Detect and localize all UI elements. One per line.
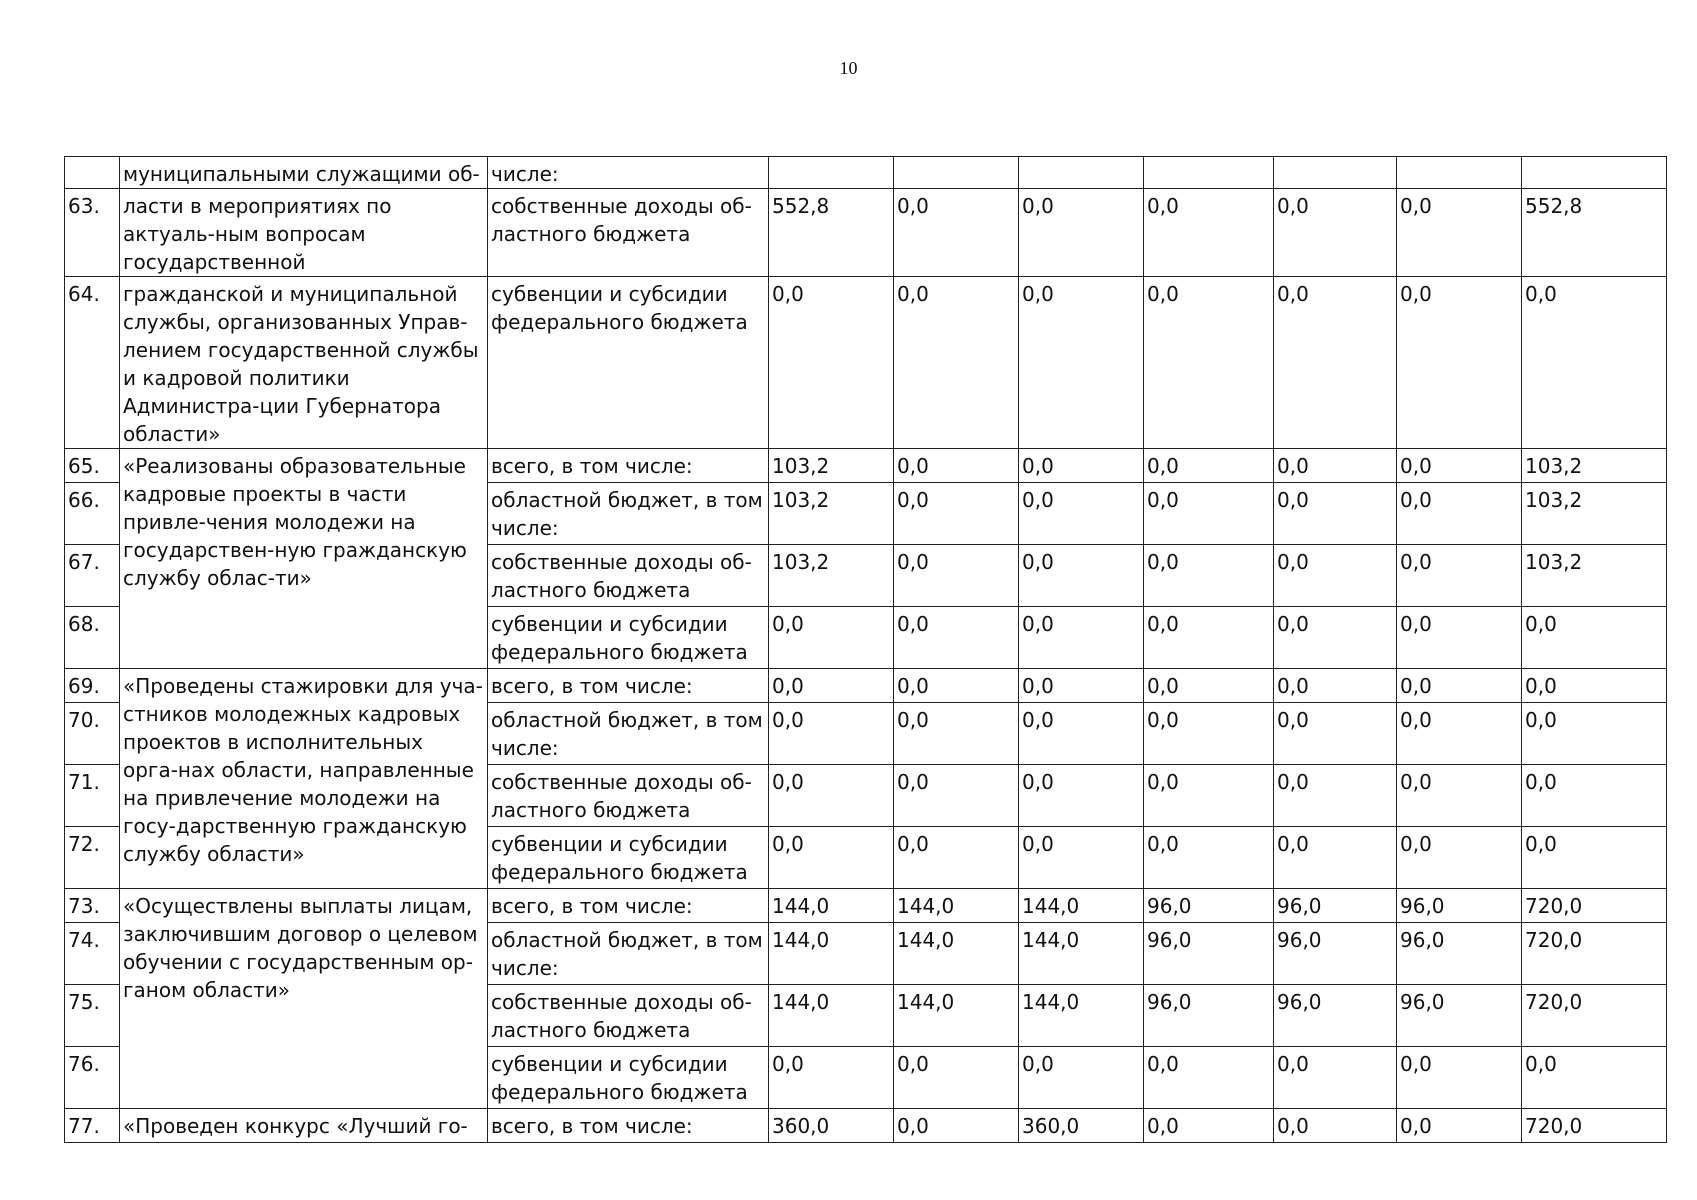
value-cell: 0,0 [1274, 607, 1397, 669]
value-cell: 0,0 [1274, 1109, 1397, 1143]
value-cell: 0,0 [1019, 545, 1144, 607]
value-cell: 0,0 [1144, 545, 1274, 607]
value-cell: 720,0 [1522, 923, 1667, 985]
value-cell: 720,0 [1522, 985, 1667, 1047]
funding-source: собственные доходы об-ластного бюджета [488, 189, 769, 277]
value-cell: 360,0 [769, 1109, 894, 1143]
value-cell: 0,0 [1019, 483, 1144, 545]
value-cell: 0,0 [1522, 607, 1667, 669]
value-cell: 0,0 [1274, 483, 1397, 545]
value-cell: 0,0 [1144, 189, 1274, 277]
funding-source: собственные доходы об-ластного бюджета [488, 985, 769, 1047]
value-cell: 144,0 [769, 923, 894, 985]
value-cell: 0,0 [1397, 703, 1522, 765]
value-cell: 0,0 [894, 545, 1019, 607]
value-cell: 0,0 [1019, 827, 1144, 889]
event-description: «Проведен конкурс «Лучший го- [120, 1109, 488, 1143]
value-cell: 0,0 [1144, 827, 1274, 889]
value-cell: 96,0 [1397, 985, 1522, 1047]
value-cell: 0,0 [1274, 189, 1397, 277]
value-cell: 0,0 [1019, 189, 1144, 277]
value-cell: 103,2 [769, 483, 894, 545]
value-cell: 0,0 [1144, 607, 1274, 669]
value-cell: 0,0 [769, 765, 894, 827]
value-cell [1274, 157, 1397, 189]
value-cell [1397, 157, 1522, 189]
value-cell: 96,0 [1397, 889, 1522, 923]
funding-source: собственные доходы об-ластного бюджета [488, 545, 769, 607]
event-description: гражданской и муниципальной службы, организованных Управ-лением государственной службы и кадровой политики Администра-ции Губернатора области» [120, 277, 488, 449]
value-cell: 0,0 [1144, 483, 1274, 545]
value-cell: 0,0 [1019, 607, 1144, 669]
value-cell: 720,0 [1522, 1109, 1667, 1143]
funding-source: субвенции и субсидии федерального бюджета [488, 277, 769, 449]
value-cell: 0,0 [1274, 1047, 1397, 1109]
value-cell: 552,8 [769, 189, 894, 277]
value-cell: 0,0 [1144, 449, 1274, 483]
table-row [65, 449, 1667, 483]
value-cell: 0,0 [1144, 1109, 1274, 1143]
value-cell: 144,0 [1019, 923, 1144, 985]
value-cell: 0,0 [1144, 669, 1274, 703]
value-cell: 0,0 [1397, 827, 1522, 889]
value-cell: 144,0 [1019, 985, 1144, 1047]
row-number: 71. [65, 765, 120, 827]
value-cell [1144, 157, 1274, 189]
value-cell: 96,0 [1274, 923, 1397, 985]
value-cell: 0,0 [894, 1047, 1019, 1109]
value-cell: 0,0 [1397, 1047, 1522, 1109]
value-cell: 0,0 [894, 607, 1019, 669]
funding-source: субвенции и субсидии федерального бюджета [488, 827, 769, 889]
row-number: 72. [65, 827, 120, 889]
value-cell: 0,0 [1397, 483, 1522, 545]
value-cell: 0,0 [894, 703, 1019, 765]
value-cell: 0,0 [1274, 703, 1397, 765]
value-cell [1019, 157, 1144, 189]
value-cell [894, 157, 1019, 189]
value-cell: 96,0 [1274, 889, 1397, 923]
row-number [65, 157, 120, 189]
funding-source: всего, в том числе: [488, 449, 769, 483]
value-cell: 0,0 [894, 827, 1019, 889]
table-row [65, 157, 1667, 189]
value-cell [1522, 157, 1667, 189]
value-cell: 0,0 [1522, 765, 1667, 827]
funding-source: субвенции и субсидии федерального бюджета [488, 607, 769, 669]
value-cell: 0,0 [1144, 1047, 1274, 1109]
row-number: 76. [65, 1047, 120, 1109]
value-cell: 0,0 [1019, 1047, 1144, 1109]
value-cell: 0,0 [769, 277, 894, 449]
value-cell: 0,0 [1397, 765, 1522, 827]
funding-source: всего, в том числе: [488, 669, 769, 703]
value-cell: 0,0 [1144, 703, 1274, 765]
funding-source: областной бюджет, в том числе: [488, 923, 769, 985]
value-cell: 0,0 [1522, 1047, 1667, 1109]
value-cell: 144,0 [769, 889, 894, 923]
value-cell: 144,0 [894, 889, 1019, 923]
value-cell: 0,0 [894, 449, 1019, 483]
value-cell: 103,2 [769, 545, 894, 607]
row-number: 67. [65, 545, 120, 607]
value-cell: 0,0 [769, 607, 894, 669]
row-number: 69. [65, 669, 120, 703]
value-cell: 0,0 [1397, 545, 1522, 607]
table-row [65, 889, 1667, 923]
row-number: 73. [65, 889, 120, 923]
value-cell: 0,0 [894, 669, 1019, 703]
value-cell: 96,0 [1144, 889, 1274, 923]
value-cell: 0,0 [1144, 277, 1274, 449]
value-cell: 0,0 [1522, 669, 1667, 703]
event-description: «Реализованы образовательные кадровые проекты в части привле-чения молодежи на государствен-ную гражданскую службу облас-ти» [120, 449, 488, 669]
value-cell: 0,0 [769, 703, 894, 765]
table-row [65, 669, 1667, 703]
value-cell: 0,0 [894, 483, 1019, 545]
value-cell [769, 157, 894, 189]
value-cell: 0,0 [894, 189, 1019, 277]
table-row [65, 189, 1667, 277]
value-cell: 0,0 [1397, 1109, 1522, 1143]
funding-source: собственные доходы об-ластного бюджета [488, 765, 769, 827]
row-number: 66. [65, 483, 120, 545]
event-description: муниципальными служащими об- [120, 157, 488, 189]
table-row [65, 1109, 1667, 1143]
value-cell: 360,0 [1019, 1109, 1144, 1143]
value-cell: 0,0 [1397, 277, 1522, 449]
value-cell: 103,2 [1522, 545, 1667, 607]
value-cell: 0,0 [894, 277, 1019, 449]
event-description: ласти в мероприятиях по актуаль-ным вопросам государственной [120, 189, 488, 277]
value-cell: 0,0 [1019, 277, 1144, 449]
value-cell: 0,0 [769, 1047, 894, 1109]
value-cell: 0,0 [1019, 765, 1144, 827]
row-number: 68. [65, 607, 120, 669]
value-cell: 0,0 [1397, 607, 1522, 669]
value-cell: 96,0 [1144, 923, 1274, 985]
value-cell: 144,0 [769, 985, 894, 1047]
value-cell: 0,0 [1522, 703, 1667, 765]
value-cell: 0,0 [1522, 277, 1667, 449]
value-cell: 103,2 [769, 449, 894, 483]
value-cell: 0,0 [1274, 669, 1397, 703]
funding-source: числе: [488, 157, 769, 189]
value-cell: 96,0 [1397, 923, 1522, 985]
value-cell: 0,0 [769, 669, 894, 703]
value-cell: 0,0 [1144, 765, 1274, 827]
value-cell: 0,0 [1019, 449, 1144, 483]
row-number: 65. [65, 449, 120, 483]
value-cell: 0,0 [1274, 827, 1397, 889]
value-cell: 0,0 [894, 765, 1019, 827]
value-cell: 0,0 [1522, 827, 1667, 889]
value-cell: 0,0 [1274, 277, 1397, 449]
value-cell: 103,2 [1522, 449, 1667, 483]
value-cell: 0,0 [894, 1109, 1019, 1143]
value-cell: 0,0 [1397, 449, 1522, 483]
value-cell: 103,2 [1522, 483, 1667, 545]
value-cell: 0,0 [1397, 189, 1522, 277]
value-cell: 720,0 [1522, 889, 1667, 923]
funding-source: областной бюджет, в том числе: [488, 483, 769, 545]
row-number: 63. [65, 189, 120, 277]
budget-table [64, 156, 1667, 1143]
table-row [65, 277, 1667, 449]
value-cell: 144,0 [894, 923, 1019, 985]
value-cell: 0,0 [1274, 765, 1397, 827]
page-number: 10 [839, 58, 858, 78]
funding-source: всего, в том числе: [488, 1109, 769, 1143]
value-cell: 0,0 [1019, 703, 1144, 765]
event-description: «Осуществлены выплаты лицам, заключившим договор о целевом обучении с государственным ор-ганом области» [120, 889, 488, 1109]
value-cell: 0,0 [769, 827, 894, 889]
funding-source: субвенции и субсидии федерального бюджета [488, 1047, 769, 1109]
row-number: 75. [65, 985, 120, 1047]
value-cell: 96,0 [1274, 985, 1397, 1047]
value-cell: 144,0 [1019, 889, 1144, 923]
value-cell: 552,8 [1522, 189, 1667, 277]
event-description: «Проведены стажировки для уча-стников молодежных кадровых проектов в исполнительных орга-нах области, направленные на привлечение молодежи на госу-дарственную гражданскую службу области» [120, 669, 488, 889]
row-number: 77. [65, 1109, 120, 1143]
funding-source: областной бюджет, в том числе: [488, 703, 769, 765]
row-number: 70. [65, 703, 120, 765]
row-number: 74. [65, 923, 120, 985]
value-cell: 0,0 [1274, 545, 1397, 607]
funding-source: всего, в том числе: [488, 889, 769, 923]
value-cell: 144,0 [894, 985, 1019, 1047]
value-cell: 0,0 [1397, 669, 1522, 703]
value-cell: 0,0 [1274, 449, 1397, 483]
value-cell: 0,0 [1019, 669, 1144, 703]
row-number: 64. [65, 277, 120, 449]
value-cell: 96,0 [1144, 985, 1274, 1047]
